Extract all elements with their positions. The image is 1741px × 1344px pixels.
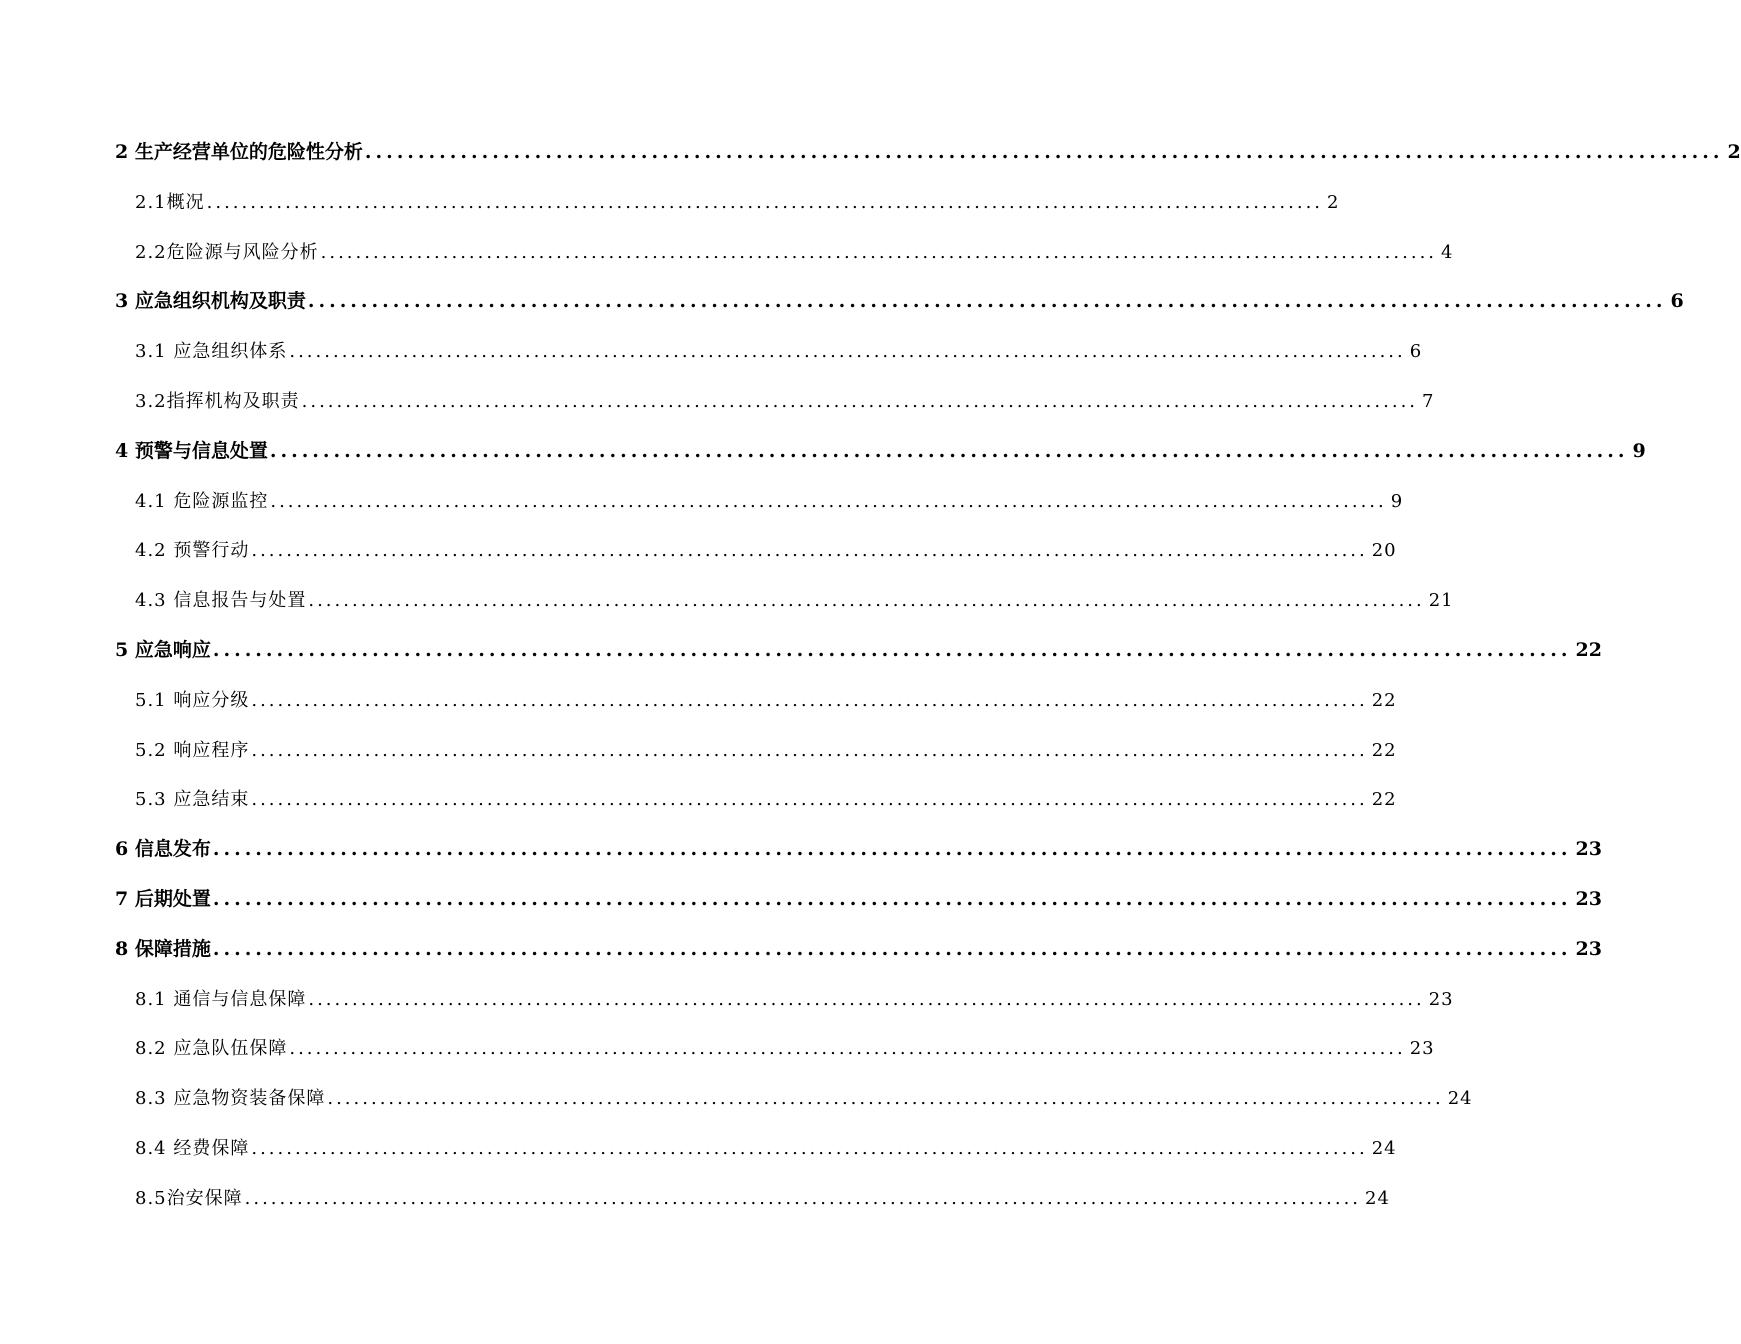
toc-entry-title: 2.2危险源与风险分析 xyxy=(135,241,319,263)
toc-page-number: 23 xyxy=(1428,988,1454,1010)
toc-page-number: 24 xyxy=(1447,1088,1473,1110)
toc-entry[interactable] xyxy=(115,526,1397,576)
toc-dot-leader: ................................................................................................................................ xyxy=(289,341,1406,363)
toc-entry[interactable] xyxy=(115,825,1602,875)
toc-page-number: 23 xyxy=(1409,1038,1435,1060)
toc-entry-title: 4.3 信息报告与处置 xyxy=(135,590,307,612)
toc-entry[interactable] xyxy=(115,576,1454,626)
toc-entry-title: 8.4 经费保障 xyxy=(135,1137,250,1159)
table-of-contents xyxy=(115,128,1741,1224)
toc-entry[interactable] xyxy=(115,128,1741,178)
toc-dot-leader: ................................................................................................................................ xyxy=(364,141,1724,163)
toc-entry-title: 5.1 响应分级 xyxy=(135,689,250,711)
toc-entry[interactable] xyxy=(115,875,1602,925)
toc-dot-leader: ................................................................................................................................ xyxy=(206,191,1324,213)
toc-dot-leader: ................................................................................................................................ xyxy=(212,937,1572,960)
toc-entry[interactable] xyxy=(115,726,1397,776)
toc-dot-leader: ................................................................................................................................ xyxy=(308,590,1425,612)
toc-dot-leader: ................................................................................................................................ xyxy=(251,1137,1368,1159)
toc-entry[interactable] xyxy=(115,1074,1473,1124)
toc-dot-leader: ................................................................................................................................ xyxy=(251,540,1368,562)
toc-entry-title: 8 保障措施 xyxy=(115,937,211,960)
toc-entry[interactable] xyxy=(115,1024,1435,1074)
toc-entry-title: 7 后期处置 xyxy=(115,887,211,910)
toc-page-number: 20 xyxy=(1371,540,1397,562)
toc-entry[interactable] xyxy=(115,775,1397,825)
toc-page-number: 23 xyxy=(1575,887,1602,910)
toc-entry[interactable] xyxy=(115,925,1602,975)
toc-entry-title: 3 应急组织机构及职责 xyxy=(115,290,306,313)
toc-dot-leader: ................................................................................................................................ xyxy=(308,988,1425,1010)
toc-entry-title: 8.5治安保障 xyxy=(135,1187,243,1209)
toc-page-number: 23 xyxy=(1575,937,1602,960)
toc-page-number: 22 xyxy=(1371,789,1397,811)
toc-entry[interactable] xyxy=(115,1124,1397,1174)
toc-page-number: 22 xyxy=(1371,739,1397,761)
toc-page-number: 4 xyxy=(1441,241,1454,263)
toc-page-number: 21 xyxy=(1428,590,1454,612)
toc-entry[interactable] xyxy=(115,178,1340,228)
toc-page-number: 9 xyxy=(1390,490,1404,512)
toc-page-number: 6 xyxy=(1409,341,1423,363)
toc-dot-leader: ................................................................................................................................ xyxy=(244,1187,1362,1209)
toc-entry-title: 4 预警与信息处置 xyxy=(115,439,268,462)
toc-page-number: 22 xyxy=(1371,689,1397,711)
toc-page-number: 6 xyxy=(1670,290,1684,313)
toc-entry-title: 5.3 应急结束 xyxy=(135,789,250,811)
toc-dot-leader: ................................................................................................................................ xyxy=(270,490,1387,512)
toc-entry[interactable] xyxy=(115,327,1423,377)
toc-page-number: 9 xyxy=(1632,439,1646,462)
toc-page-number: 2 xyxy=(1727,141,1741,163)
toc-entry-title: 2.1概况 xyxy=(135,191,205,213)
toc-dot-leader: ................................................................................................................................ xyxy=(251,689,1368,711)
toc-dot-leader: ................................................................................................................................ xyxy=(251,789,1368,811)
toc-entry[interactable] xyxy=(115,228,1454,278)
toc-entry-title: 3.2指挥机构及职责 xyxy=(135,390,300,412)
toc-page-number: 24 xyxy=(1365,1187,1390,1209)
toc-page-number: 22 xyxy=(1575,638,1602,661)
toc-entry-title: 6 信息发布 xyxy=(115,838,211,861)
toc-page-number: 24 xyxy=(1371,1137,1397,1159)
toc-entry-title: 8.1 通信与信息保障 xyxy=(135,988,307,1010)
toc-entry[interactable] xyxy=(115,277,1684,327)
toc-dot-leader: ................................................................................................................................ xyxy=(301,390,1419,412)
toc-page-number: 23 xyxy=(1575,838,1602,861)
toc-dot-leader: ................................................................................................................................ xyxy=(212,638,1572,661)
toc-page-number: 7 xyxy=(1422,390,1435,412)
toc-entry-title: 5.2 响应程序 xyxy=(135,739,250,761)
toc-entry[interactable] xyxy=(115,975,1454,1025)
toc-entry-title: 4.2 预警行动 xyxy=(135,540,250,562)
toc-dot-leader: ................................................................................................................................ xyxy=(320,241,1438,263)
toc-entry-title: 2 生产经营单位的危险性分析 xyxy=(115,141,363,163)
toc-dot-leader: ................................................................................................................................ xyxy=(269,439,1629,462)
toc-entry[interactable] xyxy=(115,626,1602,676)
toc-entry[interactable] xyxy=(115,676,1397,726)
toc-dot-leader: ................................................................................................................................ xyxy=(212,887,1572,910)
toc-page-number: 2 xyxy=(1327,191,1340,213)
toc-entry-title: 4.1 危险源监控 xyxy=(135,490,269,512)
toc-entry[interactable] xyxy=(115,477,1404,527)
toc-dot-leader: ................................................................................................................................ xyxy=(307,290,1667,313)
toc-entry-title: 8.3 应急物资装备保障 xyxy=(135,1088,326,1110)
toc-dot-leader: ................................................................................................................................ xyxy=(212,838,1572,861)
toc-dot-leader: ................................................................................................................................ xyxy=(289,1038,1406,1060)
toc-entry[interactable] xyxy=(115,377,1435,427)
toc-entry[interactable] xyxy=(115,1174,1390,1224)
toc-entry-title: 8.2 应急队伍保障 xyxy=(135,1038,288,1060)
toc-entry-title: 5 应急响应 xyxy=(115,638,211,661)
toc-dot-leader: ................................................................................................................................ xyxy=(327,1088,1444,1110)
toc-entry[interactable] xyxy=(115,427,1646,477)
toc-dot-leader: ................................................................................................................................ xyxy=(251,739,1368,761)
toc-entry-title: 3.1 应急组织体系 xyxy=(135,341,288,363)
